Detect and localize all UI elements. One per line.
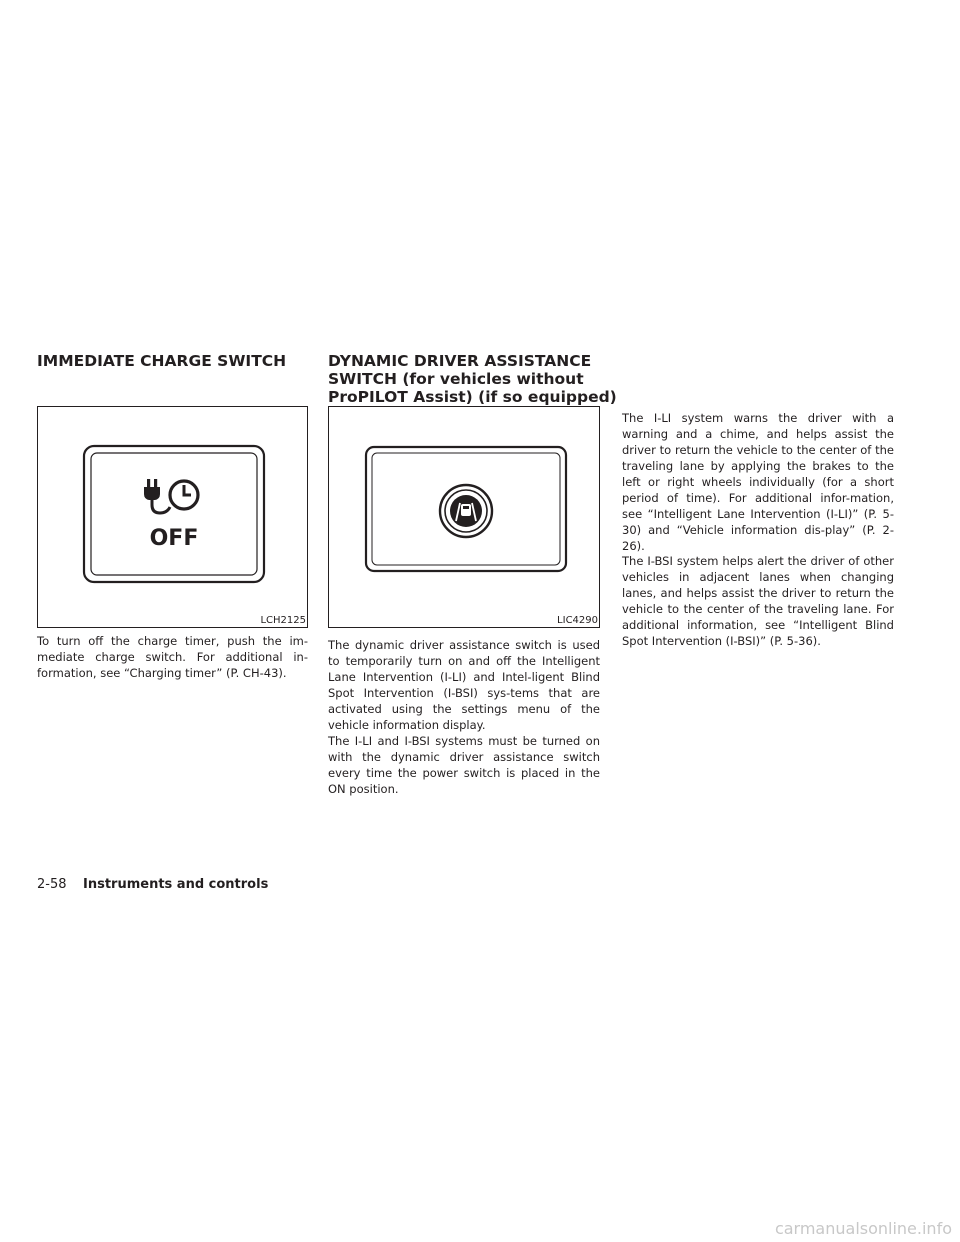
dynamic-driver-assistance-switch-illustration [329,407,599,627]
section-heading-immediate-charge-switch: IMMEDIATE CHARGE SWITCH [37,352,287,370]
figure-dynamic-driver-assistance-switch [328,406,600,628]
off-label: OFF [149,526,199,551]
paragraph-switch-description: The dynamic driver assistance switch is used to temporarily turn on and off the Intelligent Lane Intervention (I-LI) and Intel-ligent Blind Spot Intervention (I-BSI) sys-tems that are activated using the settings menu of the vehicle information display. [328,638,600,732]
section-heading-dynamic-driver-assistance [328,352,617,406]
heading-line: DYNAMIC DRIVER ASSISTANCE [328,352,592,370]
figure-immediate-charge-switch [37,406,308,628]
figure-code: LCH2125 [260,615,306,626]
lane-vehicle-icon [440,485,492,537]
footer-section-title: Instruments and controls [83,877,269,892]
immediate-charge-switch-illustration [38,407,307,627]
heading-line: SWITCH (for vehicles without [328,370,584,388]
figure-code: LIC4290 [557,615,598,626]
watermark: carmanualsonline.info [774,1219,952,1238]
paragraph-i-bsi-system: The I-BSI system helps alert the driver of other vehicles in adjacent lanes when changing lanes, and helps assist the driver to return the vehicle to the center of the traveling lane. For additional information, see “Intelligent Blind Spot Intervention (I-BSI)” (P. 5-36). [622,554,894,648]
paragraph-charge-timer: To turn off the charge timer, push the im-mediate charge switch. For additional in-formation, see “Charging timer” (P. CH-43). [37,634,308,680]
paragraph-switch-power: The I-LI and I-BSI systems must be turned on with the dynamic driver assistance switch every time the power switch is placed in the ON position. [328,734,600,796]
page-number: 2-58 [37,877,67,892]
heading-line: ProPILOT Assist) (if so equipped) [328,388,617,406]
paragraph-i-li-system: The I-LI system warns the driver with a warning and a chime, and helps assist the driver to return the vehicle to the center of the traveling lane by applying the brakes to the left or right wheels individually (for a short period of time). For additional infor-mation, see “Intelligent Lane Intervention (I-LI)” (P. 5-30) and “Vehicle information dis-play” (P. 2-26). [622,411,894,553]
